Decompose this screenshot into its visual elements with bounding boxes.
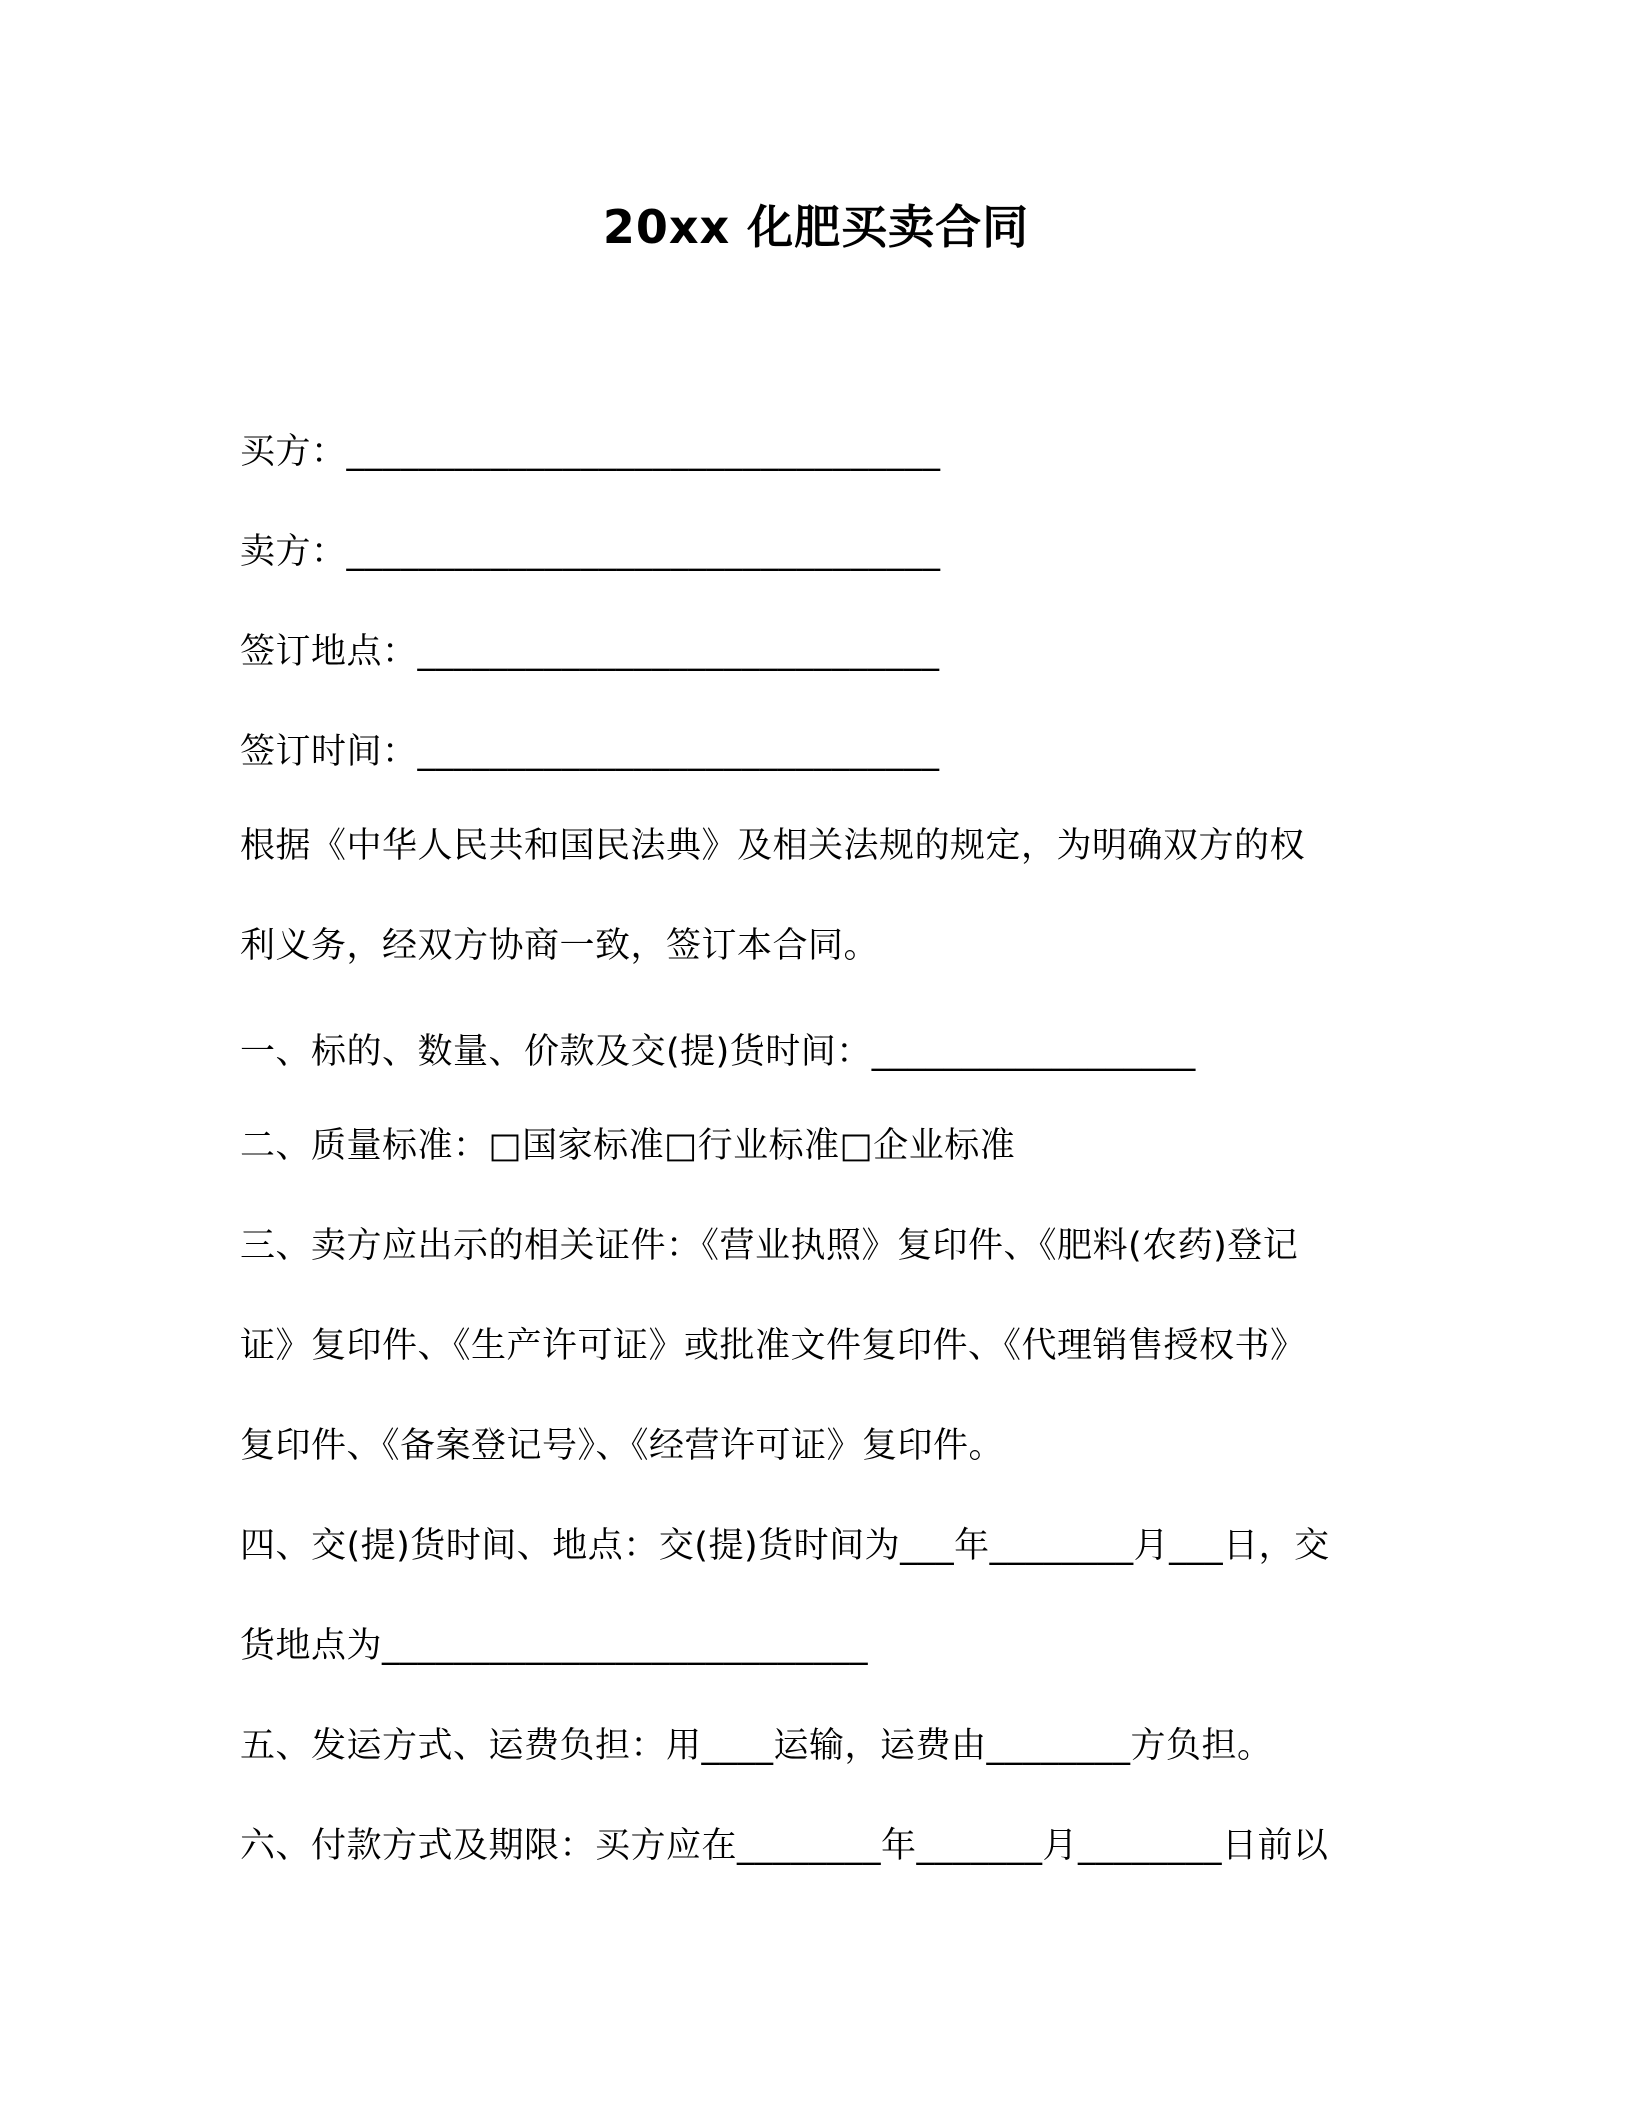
clause-6: 六、付款方式及期限：买方应在________年_______月________日前以 — [240, 1826, 1329, 1866]
clause-3-line-2: 证》复印件、《生产许可证》或批准文件复印件、《代理销售授权书》 — [240, 1326, 1306, 1366]
clause-2: 二、质量标准：□国家标准□行业标准□企业标准 — [240, 1126, 1016, 1166]
document-title: 20xx 化肥买卖合同 — [602, 200, 1030, 254]
preamble-line-1: 根据《中华人民共和国民法典》及相关法规的规定，为明确双方的权 — [240, 826, 1306, 866]
preamble-line-2: 利义务，经双方协商一致，签订本合同。 — [240, 926, 880, 966]
clause-5: 五、发运方式、运费负担：用____运输，运费由________方负担。 — [240, 1726, 1273, 1766]
clause-3-line-1: 三、卖方应出示的相关证件：《营业执照》复印件、《肥料(农药)登记 — [240, 1226, 1299, 1266]
clause-1: 一、标的、数量、价款及交(提)货时间：__________________ — [240, 1032, 1196, 1072]
clause-4-line-2: 货地点为___________________________ — [240, 1626, 869, 1666]
seller-line: 卖方：_________________________________ — [240, 532, 941, 572]
buyer-line: 买方：_________________________________ — [240, 432, 941, 472]
clause-3-line-3: 复印件、《备案登记号》、《经营许可证》复印件。 — [240, 1426, 1005, 1466]
signing-time-line: 签订时间：_____________________________ — [240, 732, 940, 772]
clause-4-line-1: 四、交(提)货时间、地点：交(提)货时间为___年________月___日，交 — [240, 1526, 1330, 1566]
signing-place-line: 签订地点：_____________________________ — [240, 632, 940, 672]
